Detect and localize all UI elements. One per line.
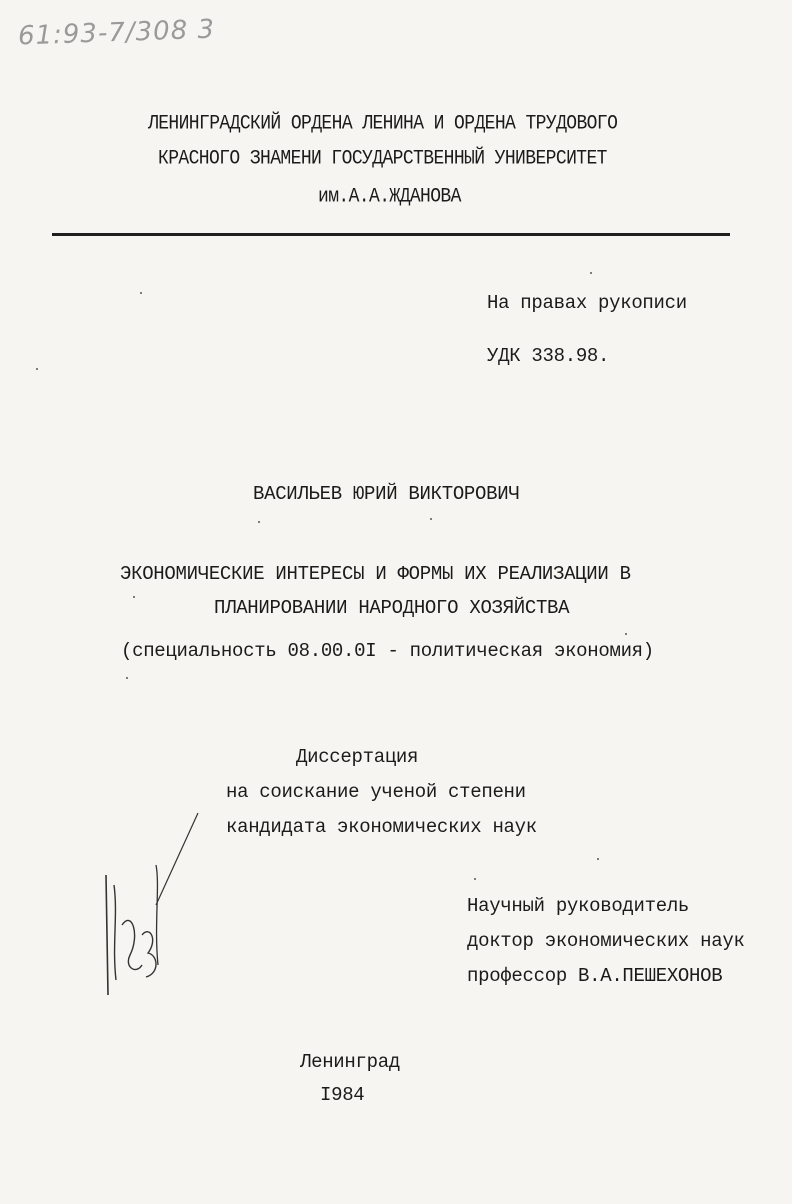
archive-stamp: 61:93-7/308 3 xyxy=(17,14,216,52)
speck xyxy=(474,878,476,880)
speck xyxy=(590,272,592,274)
speck xyxy=(126,677,128,679)
handwritten-signature xyxy=(98,805,208,1005)
speck xyxy=(625,633,627,635)
manuscript-rights: На правах рукописи xyxy=(487,292,687,314)
speck xyxy=(36,368,38,370)
speck xyxy=(133,596,135,598)
thesis-title-line-1: ЭКОНОМИЧЕСКИЕ ИНТЕРЕСЫ И ФОРМЫ ИХ РЕАЛИЗАЦИИ В xyxy=(120,563,631,585)
author-name: ВАСИЛЬЕВ ЮРИЙ ВИКТОРОВИЧ xyxy=(253,483,520,505)
advisor-label: Научный руководитель xyxy=(467,895,690,917)
speck xyxy=(430,518,432,520)
university-line-3: им.А.А.ЖДАНОВА xyxy=(318,186,461,209)
header-divider xyxy=(52,233,730,236)
dissertation-label: Диссертация xyxy=(296,746,419,768)
advisor-degree: доктор экономических наук xyxy=(467,930,745,952)
degree-name: кандидата экономических наук xyxy=(226,816,537,838)
year: I984 xyxy=(320,1084,365,1106)
specialty: (специальность 08.00.0I - политическая экономия) xyxy=(121,640,654,662)
thesis-title-line-2: ПЛАНИРОВАНИИ НАРОДНОГО ХОЗЯЙСТВА xyxy=(214,597,570,619)
university-line-2: КРАСНОГО ЗНАМЕНИ ГОСУДАРСТВЕННЫЙ УНИВЕРСИТЕТ xyxy=(158,148,607,171)
degree-purpose: на соискание ученой степени xyxy=(226,781,526,803)
speck xyxy=(258,521,260,523)
speck xyxy=(597,858,599,860)
city: Ленинград xyxy=(300,1051,400,1073)
university-line-1: ЛЕНИНГРАДСКИЙ ОРДЕНА ЛЕНИНА И ОРДЕНА ТРУДОВОГО xyxy=(148,113,618,136)
advisor-name: профессор В.А.ПЕШЕХОНОВ xyxy=(467,965,723,987)
speck xyxy=(140,292,142,294)
udk-code: УДК 338.98. xyxy=(487,345,610,367)
